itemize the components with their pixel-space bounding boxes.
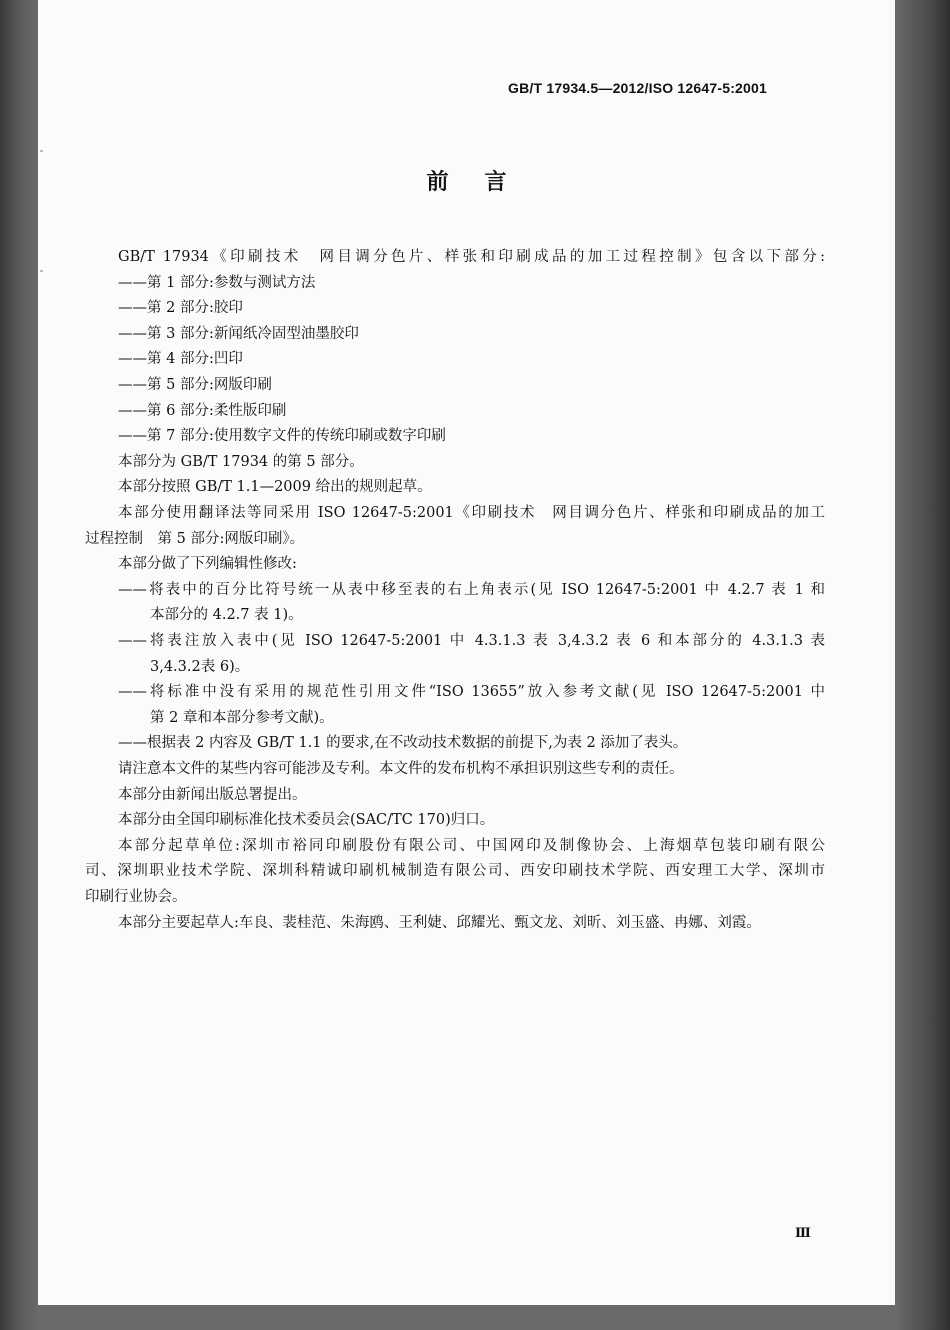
text-line: 本部分做了下列编辑性修改: <box>118 556 297 573</box>
text-line: 司、深圳职业技术学院、深圳科精诚印刷机械制造有限公司、西安印刷技术学院、西安理工大学、深圳市 <box>85 863 825 880</box>
text-line: 本部分主要起草人:车良、裴桂范、朱海鸥、王利婕、邱耀光、甄文龙、刘昕、刘玉盛、冉娜、刘霞。 <box>118 914 761 931</box>
text-line: 本部分使用翻译法等同采用 ISO 12647-5:2001《印刷技术 网目调分色片、样张和印刷成品的加工 <box>118 505 825 521</box>
page-title <box>38 165 895 196</box>
text-line: ——将表中的百分比符号统一从表中移至表的右上角表示(见 ISO 12647-5:2001 中 4.2.7 表 1 和 <box>118 581 825 598</box>
text-line: ——第 5 部分:网版印刷 <box>118 377 272 393</box>
text-line: ——将表注放入表中(见 ISO 12647-5:2001 中 4.3.1.3 表 3,4.3.2 表 6 和本部分的 4.3.1.3 表 <box>118 633 825 649</box>
document-page <box>38 0 895 1305</box>
text-line: ——第 7 部分:使用数字文件的传统印刷或数字印刷 <box>118 428 446 445</box>
scan-speck <box>40 150 43 152</box>
text-line: ——第 3 部分:新闻纸冷固型油墨胶印 <box>118 325 359 342</box>
text-line: 印刷行业协会。 <box>85 889 187 905</box>
text-line: 过程控制 第 5 部分:网版印刷》。 <box>85 530 305 547</box>
title-char: 言 <box>484 169 507 195</box>
text-line: 本部分为 GB/T 17934 的第 5 部分。 <box>118 453 364 470</box>
page-number: Ⅲ <box>795 1226 811 1241</box>
text-line: 本部分由全国印刷标准化技术委员会(SAC/TC 170)归口。 <box>118 812 495 829</box>
text-line: GB/T 17934《印刷技术 网目调分色片、样张和印刷成品的加工过程控制》包含以下部分: <box>118 249 825 265</box>
text-line: 3,4.3.2表 6)。 <box>150 658 250 675</box>
text-line: 第 2 章和本部分参考文献)。 <box>150 709 334 726</box>
text-line: 本部分起草单位:深圳市裕同印刷股份有限公司、中国网印及制像协会、上海烟草包装印刷有限公 <box>118 837 825 854</box>
standard-number-header: GB/T 17934.5—2012/ISO 12647-5:2001 <box>508 80 767 96</box>
text-line: 本部分由新闻出版总署提出。 <box>118 786 307 803</box>
scan-speck <box>40 270 43 272</box>
title-char: 前 <box>426 169 449 195</box>
text-line: ——第 6 部分:柔性版印刷 <box>118 402 287 419</box>
text-line: 本部分的 4.2.7 表 1)。 <box>150 607 303 624</box>
text-line: ——第 1 部分:参数与测试方法 <box>118 274 316 291</box>
text-line: 请注意本文件的某些内容可能涉及专利。本文件的发布机构不承担识别这些专利的责任。 <box>118 761 684 777</box>
text-line: ——将标准中没有采用的规范性引用文件“ISO 13655”放入参考文献(见 ISO 12647-5:2001 中 <box>118 684 825 701</box>
text-line: 本部分按照 GB/T 1.1—2009 给出的规则起草。 <box>118 479 432 496</box>
text-line: ——第 4 部分:凹印 <box>118 351 243 368</box>
text-line: ——根据表 2 内容及 GB/T 1.1 的要求,在不改动技术数据的前提下,为表 2 添加了表头。 <box>118 735 688 752</box>
text-line: ——第 2 部分:胶印 <box>118 300 243 317</box>
